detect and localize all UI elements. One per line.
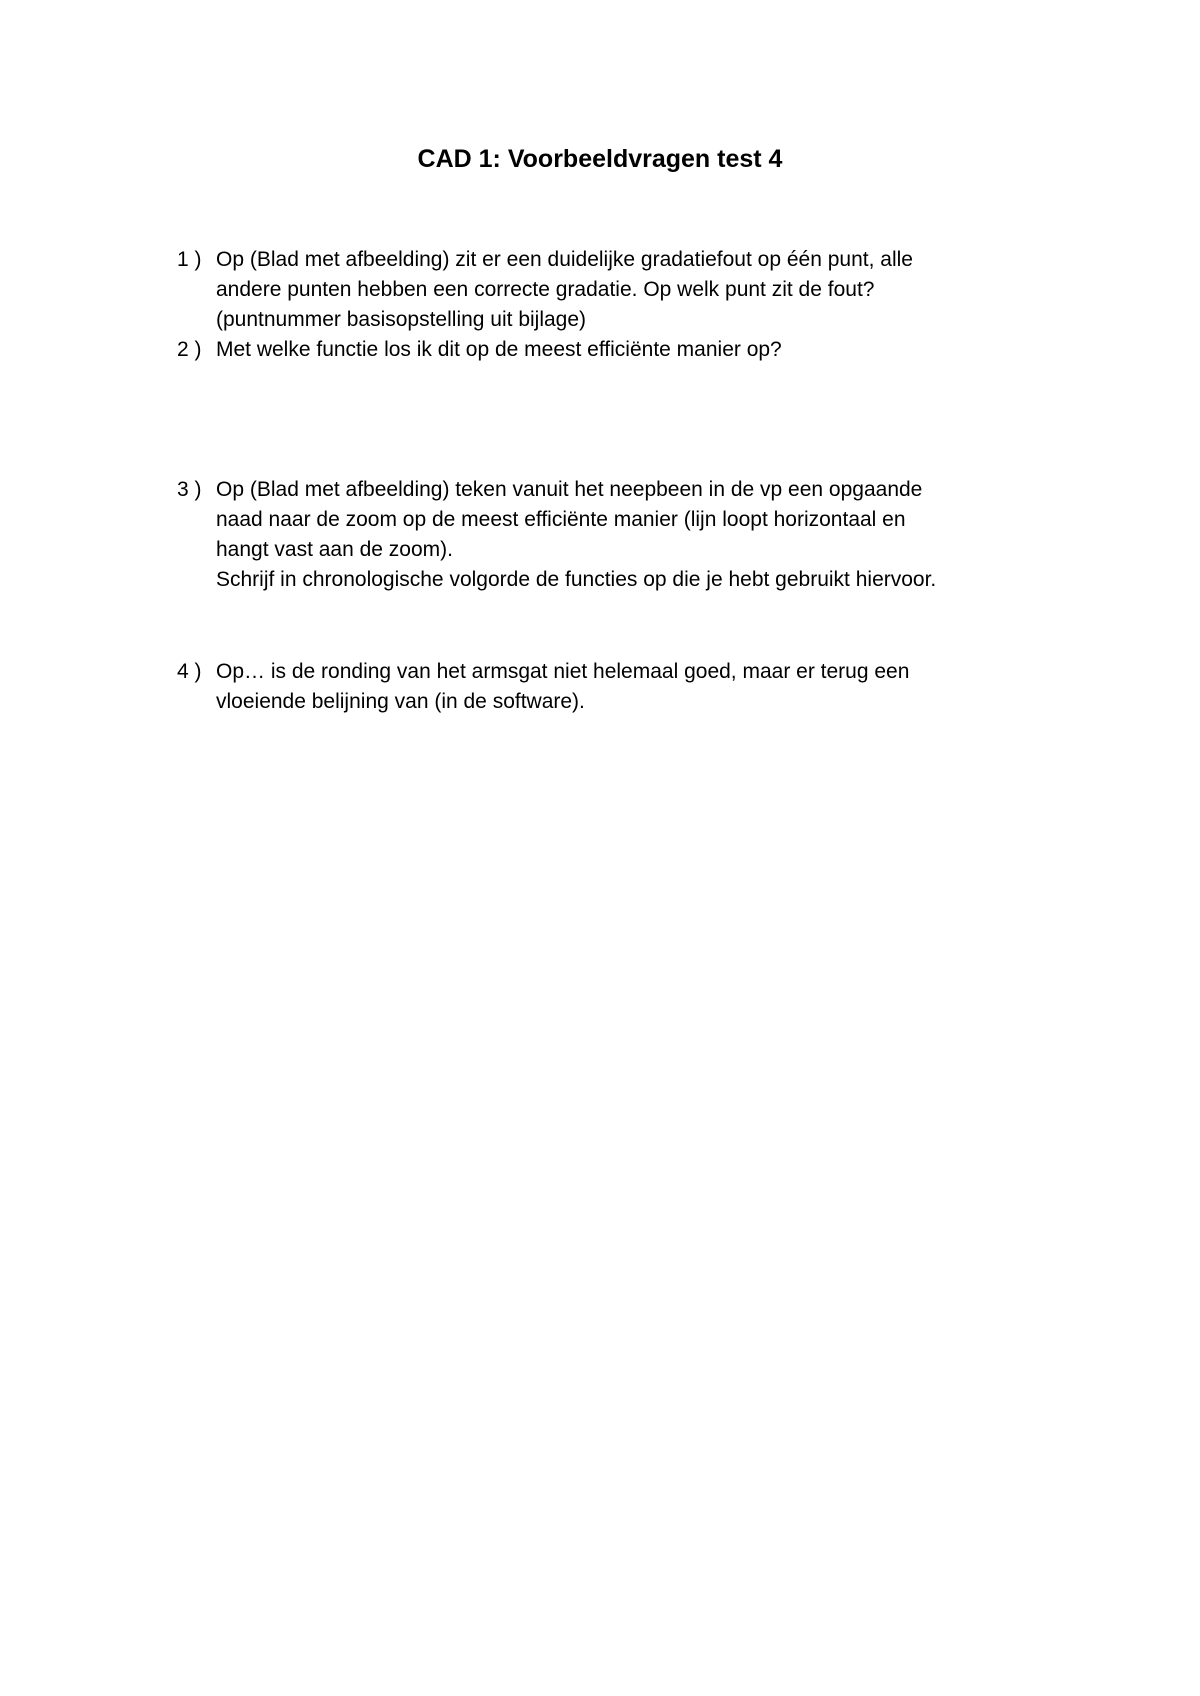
document-title: CAD 1: Voorbeeldvragen test 4 [417,145,783,173]
question-text [216,335,1086,365]
question-number: 4 ) [177,660,202,683]
question-text [216,475,1086,595]
question-line: naad naar de zoom op de meest efficiënte manier (lijn loopt horizontaal en [216,508,906,531]
question-line: Op… is de ronding van het armsgat niet helemaal goed, maar er terug een [216,660,910,683]
question-number: 2 ) [177,338,202,361]
question-number: 1 ) [177,248,202,271]
question-line: Op (Blad met afbeelding) zit er een duidelijke gradatiefout op één punt, alle [216,248,913,271]
question-text [216,657,1086,717]
question-line: Met welke functie los ik dit op de meest efficiënte manier op? [216,338,782,361]
question-line: hangt vast aan de zoom). [216,538,453,561]
question-line: vloeiende belijning van (in de software). [216,690,585,713]
question-line: andere punten hebben een correcte gradatie. Op welk punt zit de fout? [216,278,875,301]
question-text [216,245,1086,335]
question-number: 3 ) [177,478,202,501]
question-line: (puntnummer basisopstelling uit bijlage) [216,308,587,331]
question-line: Op (Blad met afbeelding) teken vanuit het neepbeen in de vp een opgaande [216,478,923,501]
question-line: Schrijf in chronologische volgorde de functies op die je hebt gebruikt hiervoor. [216,568,937,591]
